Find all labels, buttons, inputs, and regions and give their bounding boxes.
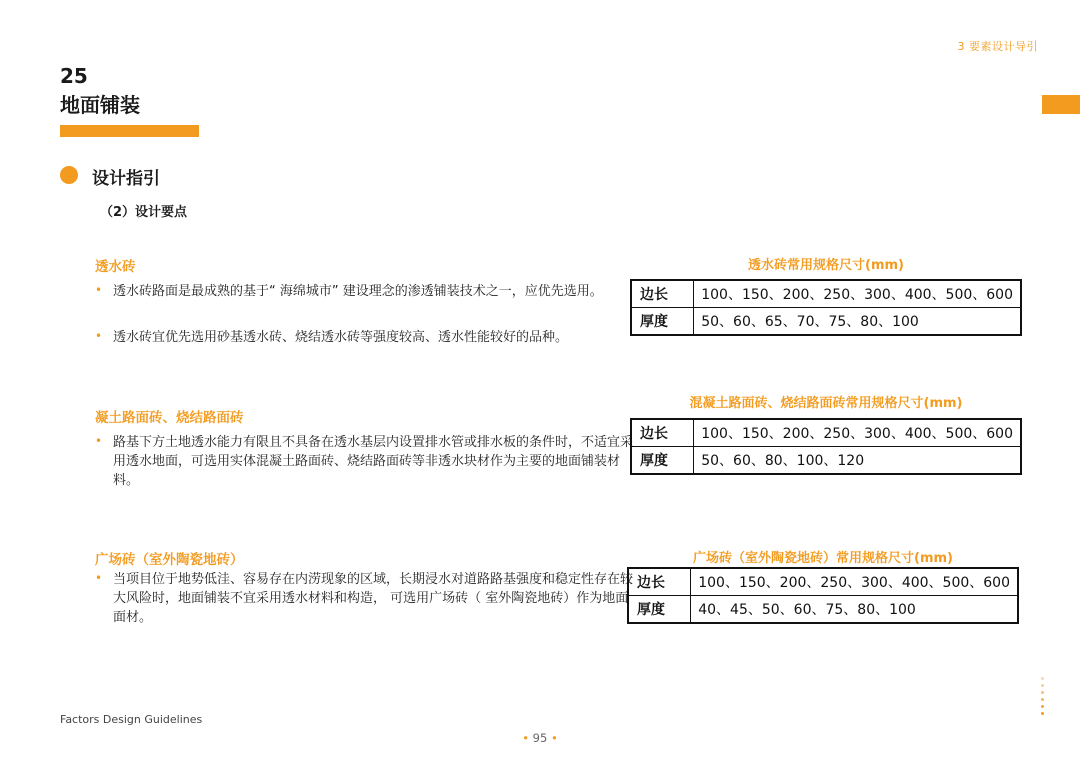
footer-title: Factors Design Guidelines [60, 713, 203, 726]
row-value: 100、150、200、250、300、400、500、600 [694, 280, 1021, 308]
table-row [631, 447, 1021, 475]
row-value: 100、150、200、250、300、400、500、600 [694, 419, 1021, 447]
block-heading-concrete-brick: 凝土路面砖、烧结路面砖 [95, 410, 244, 426]
table-caption: 透水砖常用规格尺寸(mm) [748, 258, 904, 273]
section-number: 25 [60, 64, 88, 88]
page-number-area [0, 731, 1080, 745]
dot-icon: • [522, 731, 530, 745]
table-row [628, 596, 1018, 624]
decorative-dots [1039, 677, 1045, 719]
side-tab-marker [1042, 95, 1080, 114]
bullet-dot-icon: • [95, 571, 103, 585]
row-label: 边长 [631, 419, 694, 447]
table-row [631, 419, 1021, 447]
row-label: 厚度 [631, 447, 694, 475]
row-value: 50、60、80、100、120 [694, 447, 1021, 475]
chapter-label: 3 要素设计导引 [957, 40, 1038, 53]
dot-icon [1041, 684, 1044, 687]
list-item: • 路基下方土地透水能力有限且不具备在透水基层内设置排水管或排水板的条件时，不适宜采用透水地面，可选用实体混凝土路面砖、烧结路面砖等非透水块材作为主要的地面铺装材料。 [95, 434, 634, 488]
table-row [628, 568, 1018, 596]
bullet-dot-icon: • [95, 434, 103, 448]
table-row [631, 280, 1021, 308]
block-heading-permeable-brick: 透水砖 [95, 259, 136, 275]
table-caption: 混凝土路面砖、烧结路面砖常用规格尺寸(mm) [689, 396, 963, 411]
list-item: • 当项目位于地势低洼、容易存在内涝现象的区域，长期浸水对道路路基强度和稳定性存在较大风险时，地面铺装不宜采用透水材料和构造， 可选用广场砖（ 室外陶瓷地砖）作为地面面材。 [95, 571, 634, 625]
bullet-circle-icon [60, 166, 78, 184]
spec-table [627, 567, 1019, 624]
row-label: 边长 [631, 280, 694, 308]
dot-icon [1041, 712, 1044, 715]
bullet-dot-icon: • [95, 283, 103, 297]
guide-subtitle: （2）设计要点 [100, 205, 188, 220]
row-label: 厚度 [631, 308, 694, 336]
list-item: • 透水砖宜优先选用砂基透水砖、烧结透水砖等强度较高、透水性能较好的品种。 [95, 329, 569, 345]
list-item: • 透水砖路面是最成熟的基于“ 海绵城市” 建设理念的渗透铺装技术之一，应优先选用。 [95, 283, 603, 299]
row-value: 100、150、200、250、300、400、500、600 [691, 568, 1018, 596]
dot-icon [1041, 691, 1044, 694]
row-label: 厚度 [628, 596, 691, 624]
row-value: 40、45、50、60、75、80、100 [691, 596, 1018, 624]
bullet-dot-icon: • [95, 329, 103, 343]
page-title: 地面铺装 [60, 93, 140, 117]
spec-table [630, 418, 1022, 475]
table-row [631, 308, 1021, 336]
title-underline-bar [60, 125, 199, 137]
dot-icon [1041, 677, 1044, 680]
table-caption: 广场砖（室外陶瓷地砖）常用规格尺寸(mm) [693, 551, 953, 566]
dot-icon: • [550, 731, 558, 745]
dot-icon [1041, 705, 1044, 708]
row-value: 50、60、65、70、75、80、100 [694, 308, 1021, 336]
block-heading-plaza-tile: 广场砖（室外陶瓷地砖） [95, 552, 244, 568]
guide-title: 设计指引 [92, 169, 160, 189]
row-label: 边长 [628, 568, 691, 596]
page-number: 95 [532, 731, 548, 745]
dot-icon [1041, 698, 1044, 701]
spec-table [630, 279, 1022, 336]
